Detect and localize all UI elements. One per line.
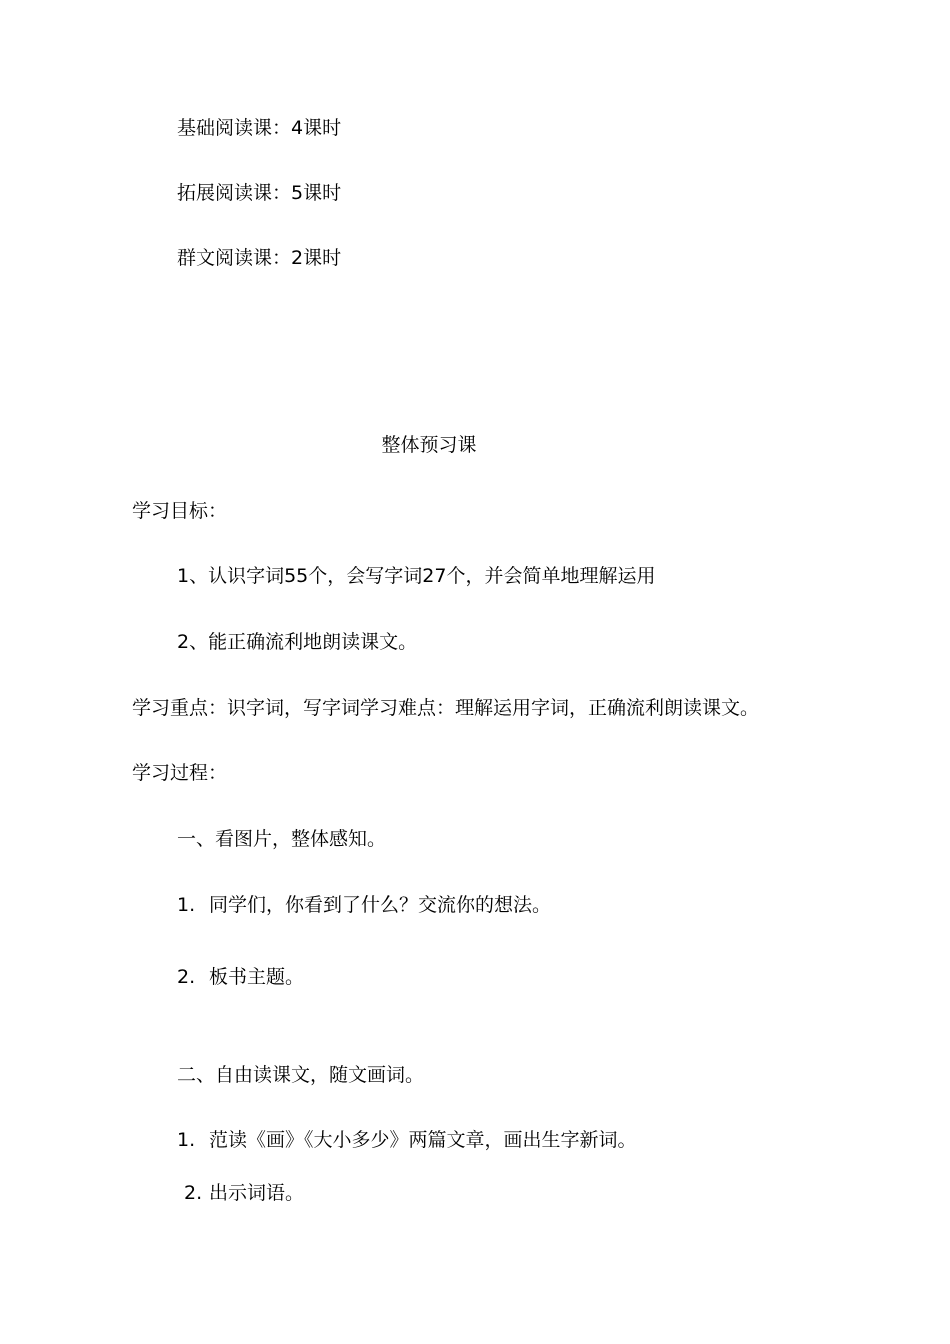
item-number: 1. bbox=[177, 894, 196, 916]
item-text: 出示词语。 bbox=[209, 1182, 305, 1204]
objective-item: 2、能正确流利地朗读课文。 bbox=[177, 631, 418, 653]
item-text: 同学们，你看到了什么？交流你的想法。 bbox=[209, 894, 552, 916]
item-text: 板书主题。 bbox=[209, 966, 305, 988]
step2-heading: 二、自由读课文，随文画词。 bbox=[177, 1064, 425, 1086]
key-points: 学习重点：识字词，写字词学习难点：理解运用字词，正确流利朗读课文。 bbox=[132, 697, 760, 719]
objectives-heading: 学习目标： bbox=[132, 500, 228, 522]
process-heading: 学习过程： bbox=[132, 762, 228, 784]
step2-item bbox=[184, 1180, 304, 1206]
item-number: 1. bbox=[177, 1129, 196, 1151]
schedule-extended-reading: 拓展阅读课：5课时 bbox=[177, 182, 342, 204]
lesson-title: 整体预习课 bbox=[381, 434, 477, 456]
objective-item: 1、认识字词55个，会写字词27个，并会简单地理解运用 bbox=[177, 565, 656, 587]
step2-item bbox=[177, 1127, 637, 1153]
schedule-basic-reading: 基础阅读课：4课时 bbox=[177, 117, 342, 139]
item-text: 范读《画》《大小多少》两篇文章，画出生字新词。 bbox=[209, 1129, 637, 1151]
step1-item bbox=[177, 892, 551, 918]
item-number: 2. bbox=[184, 1182, 203, 1204]
step1-heading: 一、看图片，整体感知。 bbox=[177, 828, 387, 850]
schedule-group-reading: 群文阅读课：2课时 bbox=[177, 247, 342, 269]
item-number: 2. bbox=[177, 966, 196, 988]
step1-item bbox=[177, 964, 304, 990]
